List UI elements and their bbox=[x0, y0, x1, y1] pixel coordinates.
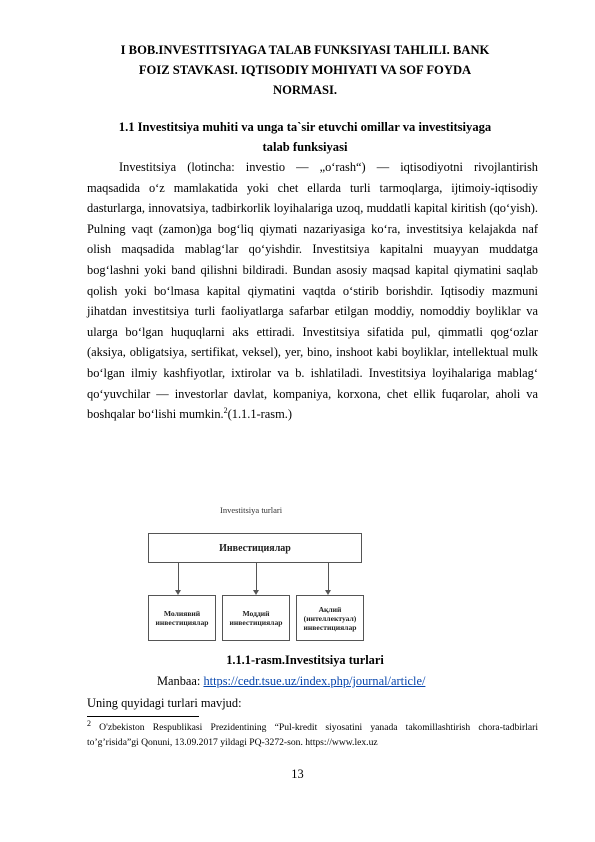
page-number: 13 bbox=[291, 767, 304, 781]
diagram-box-intellectual: Ақлий (интеллектуал) инвестициялар bbox=[296, 595, 364, 641]
diagram-connector bbox=[328, 563, 329, 590]
chapter-heading bbox=[60, 40, 550, 100]
section-heading-line2: talab funksiyasi bbox=[262, 140, 348, 154]
diagram-connector bbox=[178, 563, 179, 590]
investment-types-diagram bbox=[147, 505, 367, 643]
diagram-title: Investitsiya turlari bbox=[220, 505, 283, 515]
chapter-heading-line2: FOIZ STAVKASI. IQTISODIY MOHIYATI VA SOF FOYDA bbox=[138, 63, 472, 77]
source-label: Manbaa: bbox=[157, 674, 204, 688]
footnote-divider bbox=[87, 716, 199, 717]
diagram-box-financial: Молиявий инвестициялар bbox=[148, 595, 216, 641]
footnote-text: O'zbekiston Respublikasi Prezidentining “Pul-kredit siyosatini yanada takomillashtirish chora-tadbirlari to’g’risida”gi Qonuni, 13.09.2017 yildagi PQ-3272-son. https://www.lex.uz bbox=[87, 722, 538, 748]
paragraph-tail: (1.1.1-rasm.) bbox=[227, 407, 292, 422]
chapter-heading-line1: I BOB.INVESTITSIYAGA TALAB FUNKSIYASI TAHLILI. BANK bbox=[120, 43, 490, 57]
chapter-heading-line3: NORMASI. bbox=[272, 83, 338, 97]
diagram-box-material: Моддий инвестициялар bbox=[222, 595, 290, 641]
footnote-ref[interactable]: 2 bbox=[223, 406, 228, 415]
paragraph-text: Investitsiya (lotincha: investio — „o‘rash“) — iqtisodiyotni rivojlantirish maqsadida o‘z mamlakatida yoki chet ellarda turli tarmoqlarga, ijtimoiy-iqtisodiy dasturlarga, innovatsiya, tadbirkorlik loyihalariga uzoq, muddatli kapital kiritish (qo‘yish). Pulning vaqt (zamon)ga bog‘liq qiymati nazariyasiga ko‘ra, investitsiya kelajakda naf olish maqsadida mablag‘lar qo‘yishdir. Investitsiya kapitalni muayyan muddatga bog‘lashni yoki band qilishni bildiradi. Bundan asosiy maqsad kapital qiymatini saqlab qolish yoki bo‘lmasa kapital qiymatini vaqtda o‘stirib borishdir. Iqtisodiy mazmuni jihatdan investitsiya turli faoliyatlarga safarbar etilgan moddiy, nomoddiy boyliklar va ularga bo‘lgan huquqlarni aks ettiradi. Investitsiya sifatida pul, qimmatli qog‘ozlar (aksiya, obligatsiya, sertifikat, veksel), yer, bino, inshoot kabi boyliklar, intellektual mulk bo‘lgan ilmiy kashfiyotlar, ixtirolar va b. ishlatiladi. Investitsiya loyihalariga mablag‘ qo‘yuvchilar — investorlar davlat, kompaniya, korxona, chet ellik fuqarolar, aholi va boshqalar bo‘lishi mumkin. bbox=[87, 160, 538, 422]
section-heading-line1: 1.1 Investitsiya muhiti va unga ta`sir etuvchi omillar va investitsiyaga bbox=[118, 120, 492, 134]
diagram-top-box: Инвестициялар bbox=[148, 533, 362, 563]
paragraph-text-block bbox=[87, 157, 538, 425]
body-paragraph bbox=[87, 157, 538, 425]
footnote bbox=[87, 720, 538, 750]
figure-caption: 1.1.1-rasm.Investitsiya turlari bbox=[226, 653, 384, 667]
figure-source bbox=[157, 674, 425, 689]
types-intro-line: Uning quyidagi turlari mavjud: bbox=[87, 696, 242, 710]
diagram-connector bbox=[256, 563, 257, 590]
source-link[interactable]: https://cedr.tsue.uz/index.php/journal/article/ bbox=[203, 674, 426, 688]
section-heading bbox=[60, 117, 550, 157]
footnote-number: 2 bbox=[87, 718, 91, 728]
